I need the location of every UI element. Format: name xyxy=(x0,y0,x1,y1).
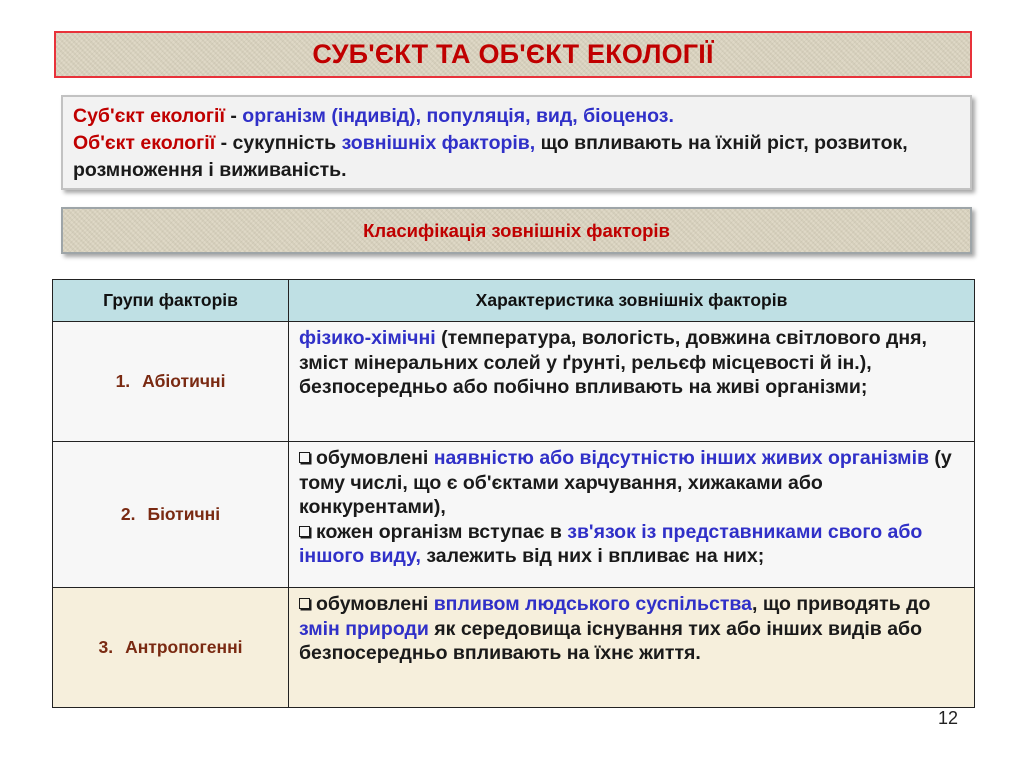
object-highlight: зовнішніх факторів, xyxy=(341,132,536,154)
subject-term: Суб'єкт екології xyxy=(73,105,225,127)
bullet-text: , що приводять до xyxy=(752,593,931,615)
bullet-text: обумовлені xyxy=(316,447,434,469)
bullet-text: кожен організм вступає в xyxy=(316,520,568,543)
bullet-text: залежить від них і впливає на них; xyxy=(420,545,765,567)
header-groups: Групи факторів xyxy=(53,280,289,322)
group-cell-anthropogenic xyxy=(53,588,289,708)
checkbox-bullet-icon xyxy=(299,452,310,463)
slide-title: СУБ'ЄКТ ТА ОБ'ЄКТ ЕКОЛОГІЇ xyxy=(312,39,714,69)
bullet-item xyxy=(299,446,964,520)
bullet-highlight: змін природи xyxy=(299,617,429,640)
table-row-anthropogenic xyxy=(53,588,975,708)
group-name: Біотичні xyxy=(147,504,221,524)
page-number: 12 xyxy=(938,708,959,728)
object-definition xyxy=(73,130,960,184)
desc-text: (температура, вологість, довжина світлового дня, зміст мінеральних солей у ґрунті, рельєф місцевості й ін.), безпосередньо або побічно впливають на живі організми; xyxy=(299,327,927,398)
desc-cell-anthropogenic xyxy=(289,588,975,708)
group-number: 2. xyxy=(120,504,136,524)
group-cell-biotic xyxy=(53,442,289,588)
bullet-highlight: зв'язок із представниками свого або іншого виду, xyxy=(299,520,923,567)
bullet-highlight: наявністю або відсутністю інших живих організмів xyxy=(433,447,929,469)
classification-title: Класифікація зовнішніх факторів xyxy=(363,219,670,241)
header-characteristics: Характеристика зовнішніх факторів xyxy=(289,280,975,322)
group-cell-abiotic xyxy=(53,322,289,442)
desc-highlight: фізико-хімічні xyxy=(299,327,436,349)
group-name: Абіотичні xyxy=(142,371,226,391)
checkbox-bullet-icon xyxy=(299,526,310,537)
group-number: 3. xyxy=(98,637,114,657)
table-row-abiotic xyxy=(53,322,975,442)
desc-cell-abiotic xyxy=(289,322,975,442)
subject-dash: - xyxy=(224,105,243,127)
subject-definition xyxy=(73,103,960,130)
object-prefix: - сукупність xyxy=(215,132,342,154)
bullet-text: як середовища існування тих або інших видів або безпосередньо впливають на їхнє життя. xyxy=(299,617,923,664)
object-rest: що впливають на їхній ріст, розвиток, розмноження і виживаність. xyxy=(73,132,908,181)
bullet-highlight: впливом людського суспільства xyxy=(433,593,752,615)
checkbox-bullet-icon xyxy=(299,598,310,609)
bullet-item xyxy=(299,520,964,569)
desc-cell-biotic xyxy=(289,442,975,588)
bullet-item xyxy=(299,592,964,666)
definitions-box xyxy=(61,95,972,190)
bullet-text: (у тому числі, що є об'єктами харчування, хижаками або конкурентами), xyxy=(299,447,952,518)
table-header-row xyxy=(53,280,975,322)
object-term: Об'єкт екології xyxy=(73,132,216,154)
bullet-text: обумовлені xyxy=(316,593,434,615)
title-banner xyxy=(54,31,972,78)
table-row-biotic xyxy=(53,442,975,588)
subject-value: організм (індивід), популяція, вид, біоценоз. xyxy=(242,105,674,127)
classification-banner xyxy=(61,207,972,254)
group-name: Антропогенні xyxy=(125,637,243,657)
group-number: 1. xyxy=(115,371,131,391)
factors-table xyxy=(52,279,975,708)
